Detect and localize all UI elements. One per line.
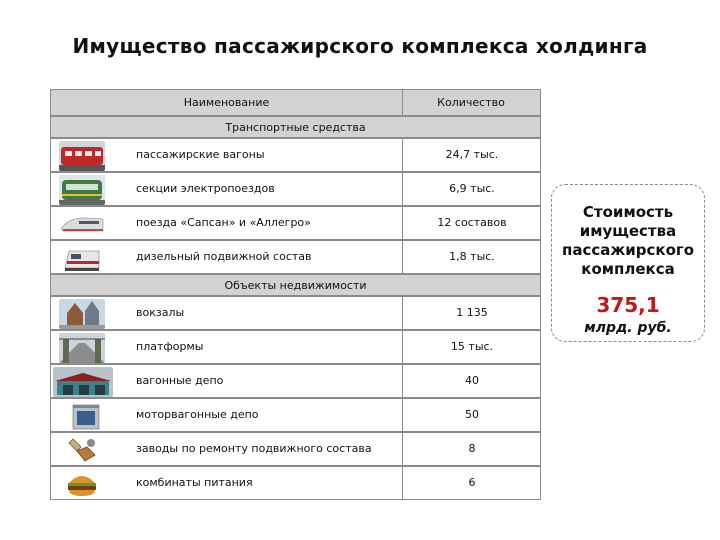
table-row [50,466,541,500]
motor-depot-icon [59,401,105,431]
page-title: Имущество пассажирского комплекса холдинга [72,34,648,58]
sapsan-train-icon [59,209,105,239]
row-name: секции электропоездов [136,182,275,195]
row-qty: 1 135 [402,297,541,329]
table-row [50,240,541,274]
row-name: вагонные депо [136,374,224,387]
table-row [50,330,541,364]
row-qty: 1,8 тыс. [402,241,541,273]
header-qty: Количество [437,96,505,109]
row-qty: 40 [402,365,541,397]
row-name: поезда «Сапсан» и «Аллегро» [136,216,311,229]
food-icon [59,469,105,499]
depot-icon [53,367,113,397]
diesel-train-icon [59,243,105,273]
station-icon [59,299,105,329]
table-row [50,398,541,432]
red-train-icon [59,141,105,171]
total-value-box [551,184,705,342]
section-transport: Транспортные средства [50,116,541,138]
header-name: Наименование [51,90,403,115]
table-header [50,89,541,116]
row-qty: 6 [402,467,541,499]
table-row [50,296,541,330]
table-row [50,432,541,466]
row-name: дизельный подвижной состав [136,250,312,263]
platform-icon [59,333,105,363]
repair-plant-icon [59,435,105,465]
row-name: платформы [136,340,204,353]
section-real-estate: Объекты недвижимости [50,274,541,296]
row-qty: 8 [402,433,541,465]
row-qty: 12 составов [402,207,541,239]
row-qty: 50 [402,399,541,431]
total-caption: Стоимость имущества пассажирского комплекса [561,203,695,278]
row-name: пассажирские вагоны [136,148,265,161]
green-train-icon [59,175,105,205]
row-name: вокзалы [136,306,185,319]
table-row [50,138,541,172]
total-unit: млрд. руб. [584,320,672,336]
total-value: 375,1 [596,293,660,317]
table-row [50,364,541,398]
table-row [50,206,541,240]
row-qty: 15 тыс. [402,331,541,363]
table-row [50,172,541,206]
row-qty: 24,7 тыс. [402,139,541,171]
row-qty: 6,9 тыс. [402,173,541,205]
row-name: заводы по ремонту подвижного состава [136,442,372,455]
row-name: моторвагонные депо [136,408,259,421]
row-name: комбинаты питания [136,476,253,489]
